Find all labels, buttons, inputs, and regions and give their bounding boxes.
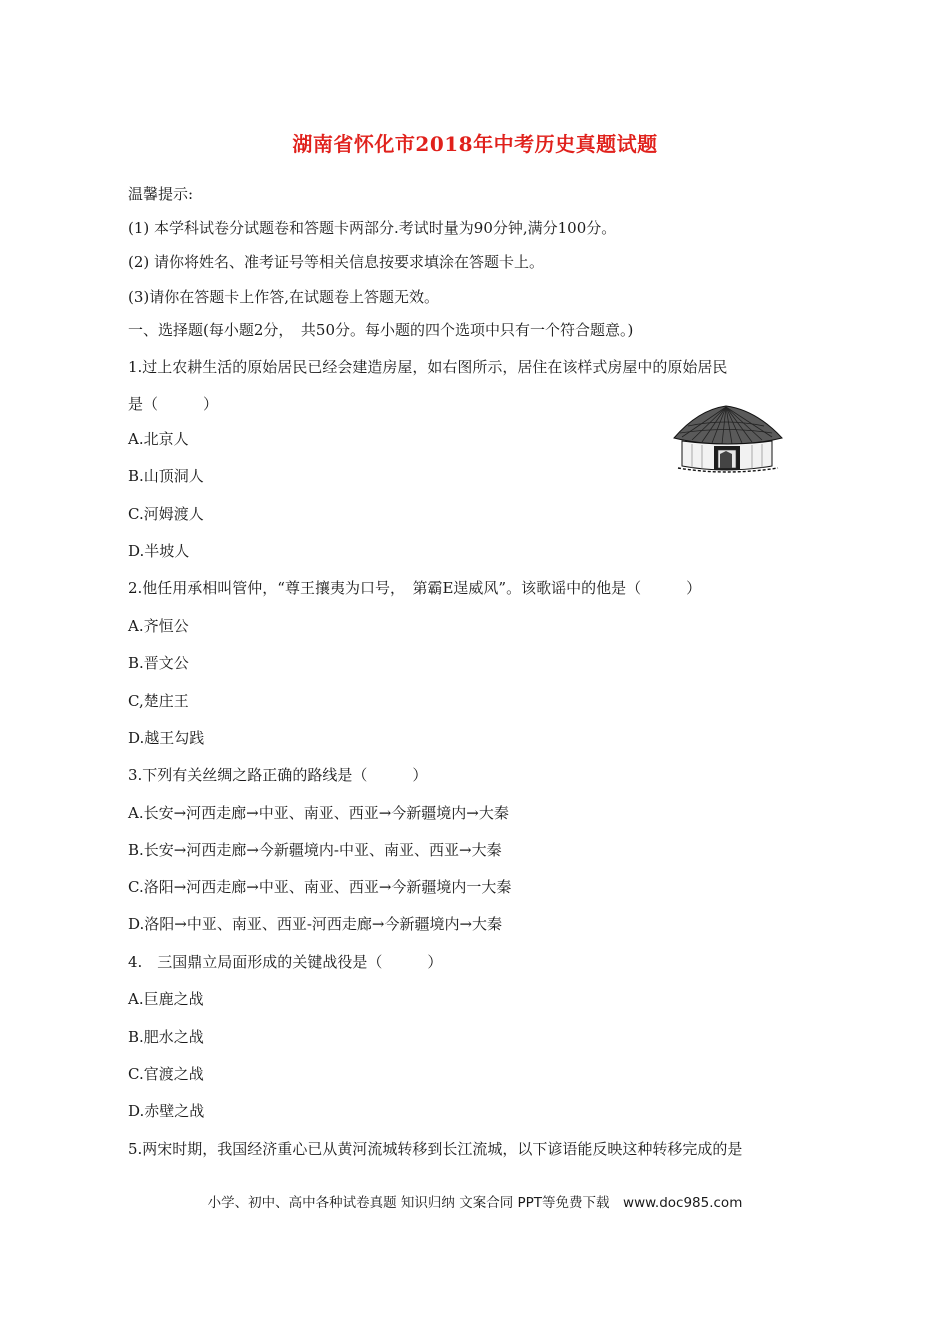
question-4-option-d: D.赤壁之战: [128, 1102, 205, 1120]
question-1-option-c: C.河姆渡人: [128, 505, 204, 523]
question-3-stem: 3.下列有关丝绸之路正确的路线是（ ）: [128, 766, 428, 784]
question-2-option-c: C,楚庄王: [128, 692, 189, 710]
notice-header: 温馨提示:: [128, 185, 194, 203]
question-3-option-c: C.洛阳→河西走廊→中亚、南亚、西亚→今新疆境内一大秦: [128, 878, 512, 896]
question-1-option-d: D.半坡人: [128, 542, 190, 560]
question-3-option-b: B.长安→河西走廊→今新疆境内-中亚、南亚、西亚→大秦: [128, 841, 502, 859]
question-4-option-a: A.巨鹿之战: [128, 990, 204, 1008]
question-4-stem: 4. 三国鼎立局面形成的关键战役是（ ）: [128, 953, 443, 971]
question-1-option-b: B.山顶洞人: [128, 467, 204, 485]
question-5-stem: 5.两宋时期，我国经济重心已从黄河流城转移到长江流城，以下谚语能反映这种转移完成的是: [128, 1140, 743, 1158]
section-header: 一、选择题(每小题2分， 共50分。每小题的四个选项中只有一个符合题意。): [128, 321, 634, 339]
notice-item-1: (1) 本学科试卷分试题卷和答题卡两部分.考试时量为90分钟,满分100分。: [128, 219, 617, 237]
question-1-stem-line-1: 1.过上农耕生活的原始居民已经会建造房屋，如右图所示，居住在该样式房屋中的原始居民: [128, 358, 728, 376]
question-4-option-c: C.官渡之战: [128, 1065, 204, 1083]
notice-item-3: (3)请你在答题卡上作答,在试题卷上答题无效。: [128, 288, 440, 306]
question-2-stem: 2.他任用承相叫管仲，“尊王攘夷为口号， 第霸E逞威风”。该歌谣中的他是（ ）: [128, 579, 702, 597]
question-1-stem-line-2: 是（ ）: [128, 395, 219, 413]
question-4-option-b: B.肥水之战: [128, 1028, 204, 1046]
question-2-option-b: B.晋文公: [128, 654, 189, 672]
question-2-option-a: A.齐恒公: [128, 617, 189, 635]
question-1-option-a: A.北京人: [128, 430, 189, 448]
round-thatched-hut-icon: [668, 404, 786, 474]
question-3-option-d: D.洛阳→中亚、南亚、西亚-河西走廊→今新疆境内→大秦: [128, 915, 503, 933]
page-title: 湖南省怀化市2018年中考历史真题试题: [292, 132, 658, 156]
notice-item-2: (2) 请你将姓名、准考证号等相关信息按要求填涂在答题卡上。: [128, 253, 545, 271]
question-2-option-d: D.越王勾践: [128, 729, 205, 747]
question-3-option-a: A.长安→河西走廊→中亚、南亚、西亚→今新疆境内→大秦: [128, 804, 509, 822]
page-footer: 小学、初中、高中各种试卷真题 知识归纳 文案合同 PPT等免费下载 www.doc985.com: [207, 1195, 743, 1211]
